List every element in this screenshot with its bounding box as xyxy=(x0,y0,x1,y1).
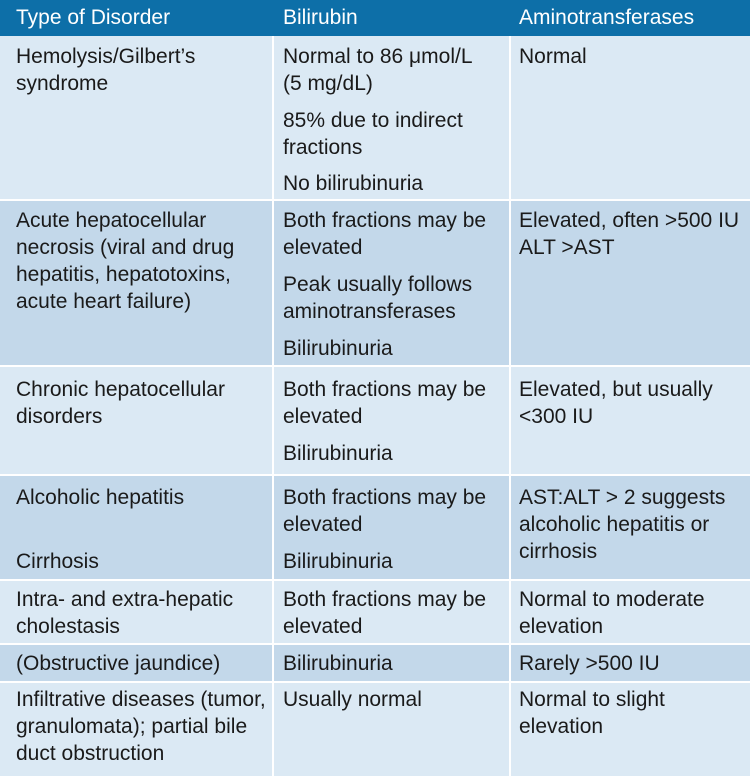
cell-disorder: Acute hepatocellular necrosis (viral and drug hepatitis, hepatotoxins, acute heart failure) xyxy=(16,209,235,313)
cell-aminotransferases: Elevated, often >500 IU ALT >AST xyxy=(519,209,740,259)
cell-bilirubin: Bilirubinuria xyxy=(283,652,393,675)
header-bilirubin: Bilirubin xyxy=(283,6,358,29)
cell-aminotransferases: Normal to slight elevation xyxy=(519,688,665,738)
row-divider xyxy=(0,681,750,683)
cell-bilirubin: Peak usually follows aminotransferases xyxy=(283,273,473,323)
cell-aminotransferases: Normal xyxy=(519,45,587,68)
cell-bilirubin: Usually normal xyxy=(283,688,422,711)
cell-bilirubin: Bilirubinuria xyxy=(283,550,393,573)
row-divider xyxy=(0,365,750,367)
row-divider xyxy=(0,474,750,476)
cell-aminotransferases: Elevated, but usually <300 IU xyxy=(519,378,713,428)
cell-bilirubin: Both fractions may be elevated xyxy=(283,486,487,536)
cell-disorder: Cirrhosis xyxy=(16,550,99,573)
cell-bilirubin: No bilirubinuria xyxy=(283,172,424,195)
row-divider xyxy=(0,199,750,201)
cell-disorder: Alcoholic hepatitis xyxy=(16,486,185,509)
cell-bilirubin: 85% due to indirect fractions xyxy=(283,109,463,159)
cell-bilirubin: Both fractions may be elevated xyxy=(283,378,487,428)
cell-aminotransferases: Normal to moderate elevation xyxy=(519,588,705,638)
header-type-of-disorder: Type of Disorder xyxy=(16,6,171,29)
column-divider xyxy=(509,36,511,776)
cell-bilirubin: Normal to 86 μmol/L (5 mg/dL) xyxy=(283,45,473,95)
row-divider xyxy=(0,579,750,581)
table-header xyxy=(0,0,750,36)
cell-disorder: Infiltrative diseases (tumor, granulomata); partial bile duct obstruction xyxy=(16,688,266,765)
cell-aminotransferases: AST:ALT > 2 suggests alcoholic hepatitis or cirrhosis xyxy=(519,486,726,563)
cell-aminotransferases: Rarely >500 IU xyxy=(519,652,660,675)
cell-disorder: Chronic hepatocellular disorders xyxy=(16,378,225,428)
cell-bilirubin: Bilirubinuria xyxy=(283,337,393,360)
cell-bilirubin: Bilirubinuria xyxy=(283,442,393,465)
cell-disorder: Hemolysis/Gilbert’s syndrome xyxy=(16,45,196,95)
cell-bilirubin: Both fractions may be elevated xyxy=(283,209,487,259)
row-divider xyxy=(0,643,750,645)
cell-disorder: Intra- and extra-hepatic cholestasis xyxy=(16,588,234,638)
cell-bilirubin: Both fractions may be elevated xyxy=(283,588,487,638)
column-divider xyxy=(272,36,274,776)
header-aminotransferases: Aminotransferases xyxy=(519,6,695,29)
cell-disorder: (Obstructive jaundice) xyxy=(16,652,221,675)
